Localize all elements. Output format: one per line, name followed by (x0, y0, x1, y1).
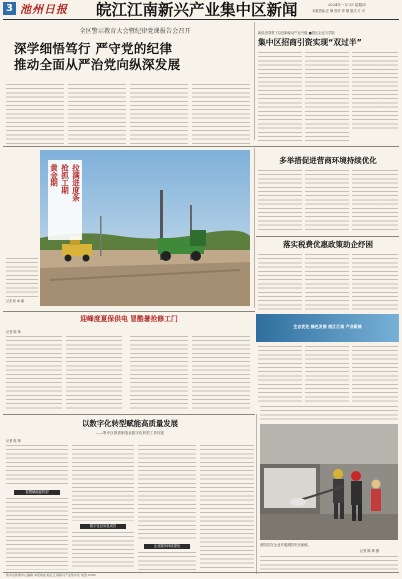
right-body-lower-col1 (258, 346, 302, 402)
center-body-col3 (130, 336, 188, 410)
right-body-lower-col2 (305, 346, 349, 402)
fire-drill-photo-frame (260, 424, 398, 540)
bottom-right-body-lower (260, 556, 398, 570)
footer-text: 集中区新闻中心编辑 本报地址:皖江江南新兴产业集中区 电话:0566- (6, 573, 97, 577)
bottom-left-subtitle: ——集中区推进制造业数字化转型工作综述 (95, 431, 165, 435)
bottom-left-body-col1b (6, 498, 68, 570)
bottom-left-body-col3a (138, 445, 196, 540)
right-low-body-col2 (305, 254, 349, 310)
issue-date: 2024年一月·25 星期四 (328, 3, 366, 7)
right-top-body-col2 (305, 52, 349, 142)
bottom-left-body-col4 (200, 445, 254, 570)
right-rule (256, 236, 399, 237)
bottom-left-headline: 以数字化转型赋能高质量发展 (81, 419, 179, 428)
page-title: 皖江江南新兴产业集中区新闻 (96, 0, 298, 19)
right-mid-body-col3 (352, 170, 398, 232)
fire-drill-photo (260, 424, 398, 540)
section-rule (3, 414, 255, 415)
right-body-lower-col3 (352, 346, 398, 402)
bottom-left-body-col1a (6, 445, 68, 487)
lead-body-col4 (192, 84, 250, 144)
right-top-headline: 集中区招商引资实现“双过半” (258, 38, 362, 47)
ad-banner-text: 生态优先 绿色发展 皖江江南 产业新城 (293, 324, 362, 329)
fire-drill-caption: 消防员在企业开展消防安全演练。 (260, 543, 311, 547)
fire-drill-credit: 记者 陈 坤 摄 (360, 549, 379, 553)
vertical-headline-line3: 黄金期 (49, 164, 59, 187)
bottom-left-byline: 记者 陈 坤 (6, 439, 21, 443)
right-mid-headline: 多举措促进营商环境持续优化 (279, 156, 377, 165)
bottom-right-body-text (260, 406, 398, 422)
right-mid-body-col1 (258, 170, 302, 232)
lead-headline-line2: 推动全面从严治党向纵深发展 (14, 57, 181, 72)
editor-credits: 本版责编:汪 琳 校对:李 娜 版式:方 可 (312, 9, 365, 13)
column-divider (254, 148, 255, 308)
lead-body-col1 (6, 84, 64, 144)
lead-headline-line1: 深学细悟笃行 严守党的纪律 (14, 41, 173, 56)
center-byline: 记者 陈 坤 (6, 330, 21, 334)
right-top-body-col3 (352, 52, 398, 132)
lead-kicker: 全区警示教育大会暨纪律党课报告会召开 (79, 28, 191, 35)
center-body-col2 (66, 336, 122, 410)
section-heading-3: 企业服务持续提优 (144, 544, 190, 549)
section-heading-2: 数字化应用显成效 (80, 524, 126, 529)
newspaper-logo: 池州日报 (20, 3, 68, 16)
lead-body-col3 (130, 84, 188, 144)
section-rule (3, 311, 255, 312)
bottom-left-body-col2a (72, 445, 134, 521)
column-divider (254, 22, 255, 140)
page-number: 3 (6, 3, 13, 14)
vertical-headline-line2: 抢抓工期 (60, 164, 70, 194)
bottom-left-body-col2b (72, 532, 134, 570)
right-low-headline: 落实税费优惠政策助企纾困 (283, 240, 373, 249)
center-headline: 迎峰度夏保供电 冒酷暑抢修工门 (80, 315, 178, 323)
photo-vertical-headline (48, 160, 82, 240)
photo-caption-text (6, 258, 38, 298)
right-top-kicker: 新经济背景下以创新驱动产业升级 ■园区企业与学院 (258, 31, 335, 35)
section-heading-1: 智慧赋能促转型 (14, 490, 60, 495)
masthead-rule (3, 19, 399, 20)
section-rule (3, 146, 399, 147)
right-low-body-col1 (258, 254, 302, 310)
lead-body-col2 (68, 84, 126, 144)
center-body-col4 (192, 336, 250, 410)
vertical-headline-line1: 拉满进度条 (71, 164, 81, 202)
bottom-left-body-col3b (138, 552, 196, 570)
right-top-body-col1 (258, 52, 302, 142)
right-mid-body-col2 (305, 170, 349, 232)
photo-caption-credit: 记者 陈 坤 摄 (6, 299, 24, 303)
right-low-body-col3 (352, 254, 398, 310)
center-body-col1 (6, 336, 62, 410)
column-divider (256, 414, 257, 574)
